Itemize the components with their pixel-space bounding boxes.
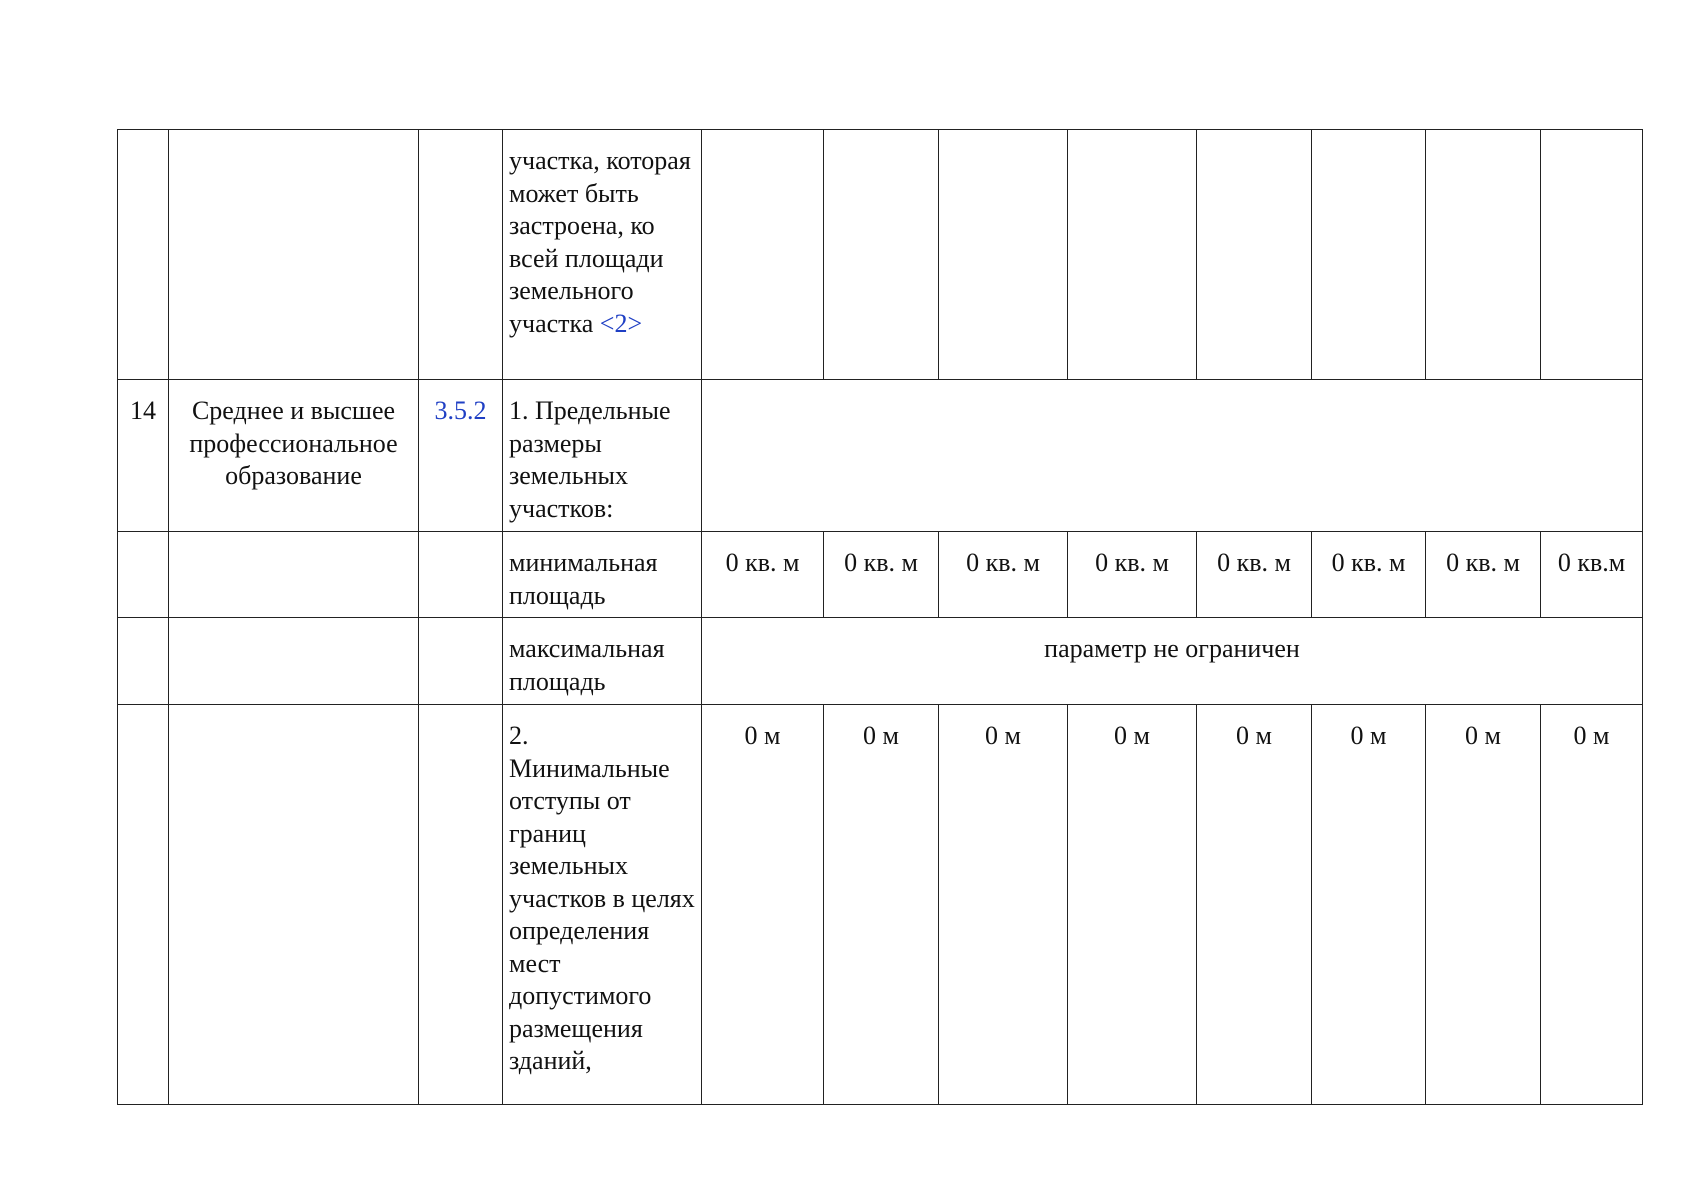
use-code-cell	[419, 380, 503, 532]
value-cell: 0 кв. м	[939, 532, 1068, 618]
param-cell: 1. Предельные размеры земельных участков:	[503, 380, 702, 532]
footnote-link[interactable]: <2>	[599, 308, 643, 338]
value-cell: 0 м	[1312, 705, 1426, 1105]
row-number-cell	[118, 705, 169, 1105]
name-cell	[169, 130, 419, 380]
value-cell	[1197, 130, 1312, 380]
value-cell: 0 м	[702, 705, 824, 1105]
use-name-cell	[169, 618, 419, 705]
value-cell: 0 кв.м	[1541, 532, 1643, 618]
use-name-cell: Среднее и высшее профессиональное образование	[169, 380, 419, 532]
use-code-cell	[419, 705, 503, 1105]
use-code-cell	[419, 618, 503, 705]
use-name-cell	[169, 705, 419, 1105]
value-cell: 0 м	[939, 705, 1068, 1105]
value-cell: 0 кв. м	[1197, 532, 1312, 618]
value-cell: 0 м	[1541, 705, 1643, 1105]
table-row	[118, 532, 1643, 618]
code-cell	[419, 130, 503, 380]
param-cell: 2. Минимальные отступы от границ земельных участков в целях определения мест допустимого размещения зданий,	[503, 705, 702, 1105]
param-cell: максимальная площадь	[503, 618, 702, 705]
not-limited-note: параметр не ограничен	[702, 618, 1643, 705]
table-row	[118, 705, 1643, 1105]
use-code-cell	[419, 532, 503, 618]
table-row	[118, 130, 1643, 380]
value-cell	[1426, 130, 1541, 380]
param-cell: минимальная площадь	[503, 532, 702, 618]
value-cell: 0 кв. м	[702, 532, 824, 618]
value-cell: 0 кв. м	[1312, 532, 1426, 618]
value-cell: 0 м	[1426, 705, 1541, 1105]
value-cell: 0 кв. м	[1426, 532, 1541, 618]
value-cell	[1312, 130, 1426, 380]
use-code-link[interactable]: 3.5.2	[434, 396, 487, 425]
param-cell	[503, 130, 702, 380]
value-cell	[939, 130, 1068, 380]
zoning-parameters-table	[117, 129, 1643, 1105]
table-row	[118, 618, 1643, 705]
row-number-cell: 14	[118, 380, 169, 532]
value-cell: 0 м	[824, 705, 939, 1105]
value-cell	[824, 130, 939, 380]
table-row	[118, 380, 1643, 532]
use-name-cell	[169, 532, 419, 618]
value-cell	[1068, 130, 1197, 380]
value-cell: 0 м	[1068, 705, 1197, 1105]
value-cell: 0 м	[1197, 705, 1312, 1105]
value-cell	[702, 130, 824, 380]
value-cell: 0 кв. м	[824, 532, 939, 618]
value-cell: 0 кв. м	[1068, 532, 1197, 618]
value-cell	[1541, 130, 1643, 380]
row-number-cell	[118, 532, 169, 618]
empty-span-cell	[702, 380, 1643, 532]
row-number-cell	[118, 618, 169, 705]
number-cell	[118, 130, 169, 380]
param-text: участка, которая может быть застроена, ко всей площади земельного участка	[509, 146, 691, 338]
